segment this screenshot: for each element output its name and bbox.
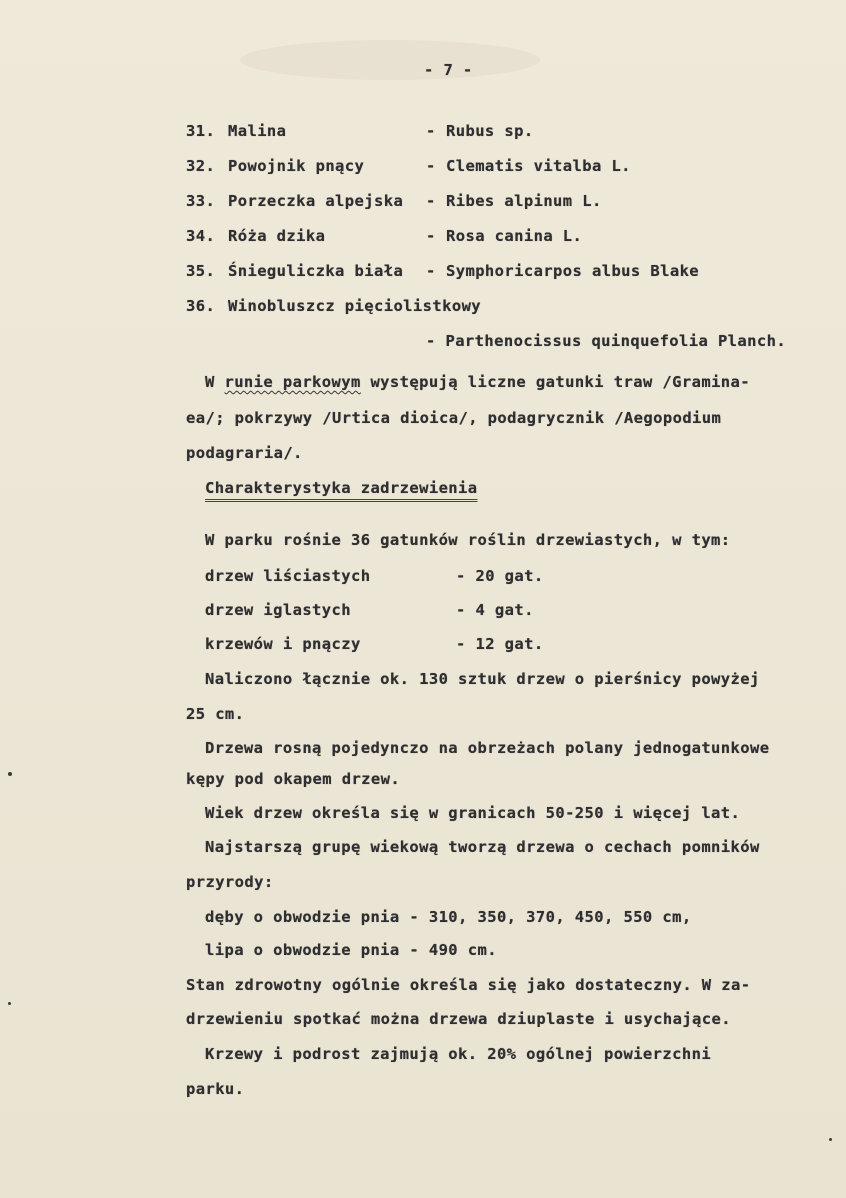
intro-line: W parku rośnie 36 gatunków roślin drzewiastych, w tym: xyxy=(205,531,731,549)
list-item-number: 33. xyxy=(186,192,216,210)
count-value: - 20 gat. xyxy=(456,567,544,585)
paragraph-line: lipa o obwodzie pnia - 490 cm. xyxy=(205,941,497,959)
paragraph-text: W xyxy=(205,373,215,391)
list-item-polish-name: Winobluszcz pięciolistkowy xyxy=(228,297,482,315)
list-item-latin-name: - Parthenocissus quinquefolia Planch. xyxy=(426,332,787,350)
count-label: krzewów i pnączy xyxy=(205,635,361,653)
paragraph-line: drzewieniu spotkać można drzewa dziuplaste i usychające. xyxy=(186,1010,731,1028)
count-label: drzew iglastych xyxy=(205,601,351,619)
paragraph-text: występują liczne gatunki traw /Gramina- xyxy=(370,373,750,391)
paragraph-runo-line: ea/; pokrzywy /Urtica dioica/, podagrycznik /Aegopodium xyxy=(186,409,722,427)
list-item-dash: - xyxy=(426,227,436,245)
paragraph-line: Krzewy i podrost zajmują ok. 20% ogólnej powierzchni xyxy=(205,1045,712,1063)
paragraph-line: parku. xyxy=(186,1080,245,1098)
paragraph-line: 25 cm. xyxy=(186,705,245,723)
paragraph-runo-line xyxy=(205,375,750,391)
underlined-term: runie parkowym xyxy=(224,373,361,391)
paragraph-line: kępy pod okapem drzew. xyxy=(186,770,401,788)
list-item-dash: - xyxy=(426,192,436,210)
paragraph-line: dęby o obwodzie pnia - 310, 350, 370, 450, 550 cm, xyxy=(205,908,692,926)
list-item-dash: - xyxy=(426,262,436,280)
list-item-polish-name: Śnieguliczka biała xyxy=(228,262,404,280)
list-item-latin-name: Symphoricarpos albus Blake xyxy=(446,262,700,280)
paragraph-line: Stan zdrowotny ogólnie określa się jako dostateczny. W za- xyxy=(186,976,751,994)
list-item-latin-name: Clematis vitalba L. xyxy=(446,157,631,175)
paragraph-line: Drzewa rosną pojedynczo na obrzeżach polany jednogatunkowe xyxy=(205,739,770,757)
list-item-number: 35. xyxy=(186,262,216,280)
list-item-latin-name: Rubus sp. xyxy=(446,122,534,140)
paper-smudge xyxy=(240,40,540,80)
count-value: - 12 gat. xyxy=(456,635,544,653)
list-item-polish-name: Malina xyxy=(228,122,287,140)
list-item-latin-name: Ribes alpinum L. xyxy=(446,192,602,210)
margin-speck xyxy=(8,1002,11,1005)
count-value: - 4 gat. xyxy=(456,601,534,619)
paragraph-line: przyrody: xyxy=(186,873,274,891)
count-label: drzew liściastych xyxy=(205,567,371,585)
section-heading: Charakterystyka zadrzewienia xyxy=(205,479,478,497)
list-item-number: 32. xyxy=(186,157,216,175)
list-item-number: 36. xyxy=(186,297,216,315)
list-item-dash: - xyxy=(426,157,436,175)
list-item-polish-name: Porzeczka alpejska xyxy=(228,192,404,210)
page-number: - 7 - xyxy=(424,61,473,79)
margin-speck xyxy=(829,1138,832,1141)
list-item-number: 31. xyxy=(186,122,216,140)
list-item-number: 34. xyxy=(186,227,216,245)
list-item-polish-name: Powojnik pnący xyxy=(228,157,365,175)
list-item-latin-name: Rosa canina L. xyxy=(446,227,583,245)
paragraph-line: Naliczono łącznie ok. 130 sztuk drzew o pierśnicy powyżej xyxy=(205,670,760,688)
list-item-polish-name: Róża dzika xyxy=(228,227,326,245)
paragraph-line: Wiek drzew określa się w granicach 50-250 i więcej lat. xyxy=(205,804,741,822)
margin-speck xyxy=(8,772,12,776)
list-item-dash: - xyxy=(426,122,436,140)
paragraph-runo-line: podagraria/. xyxy=(186,444,303,462)
paragraph-line: Najstarszą grupę wiekową tworzą drzewa o cechach pomników xyxy=(205,838,760,856)
